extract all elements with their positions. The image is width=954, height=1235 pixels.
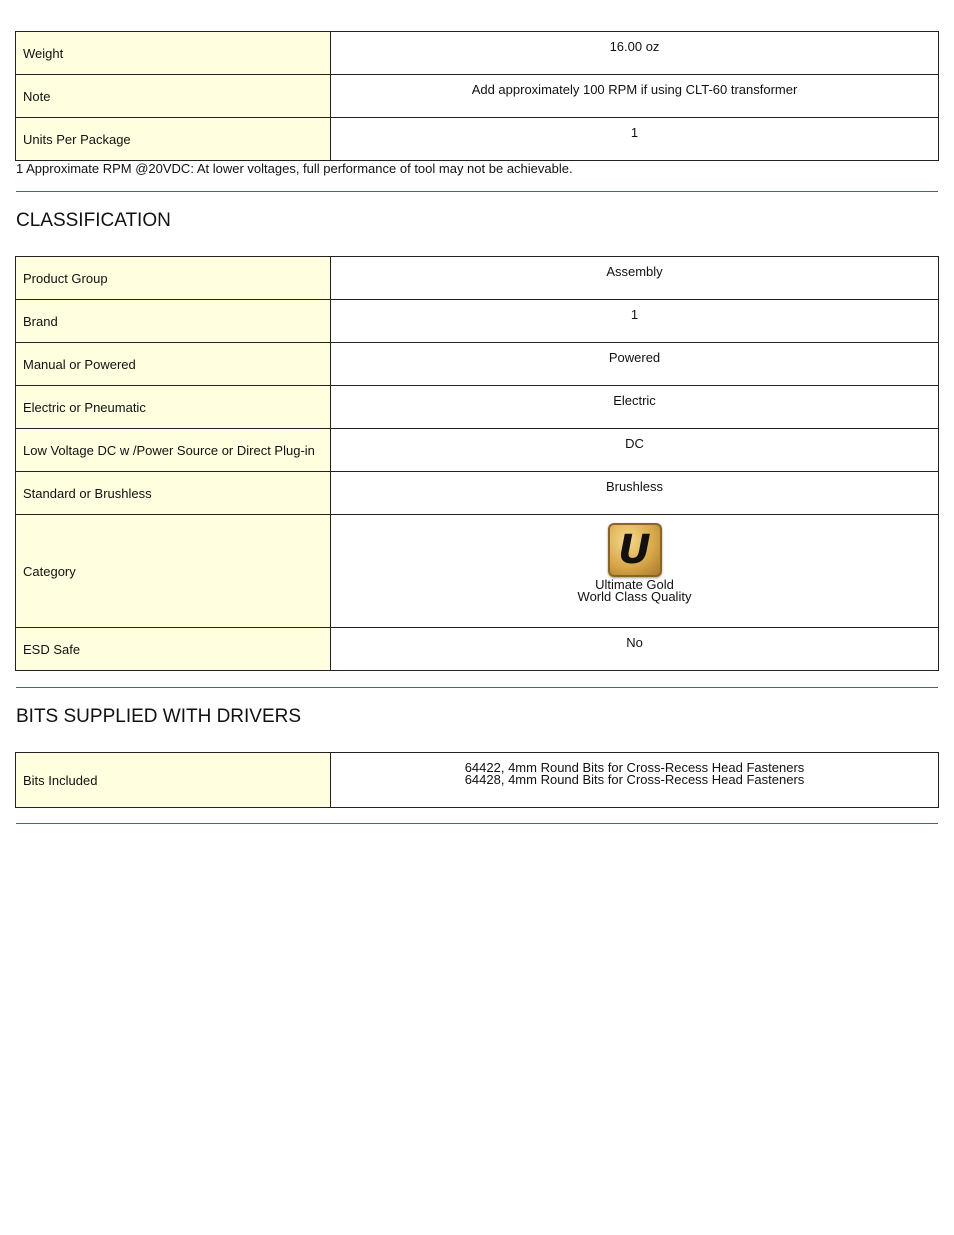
category-line-2: World Class Quality (577, 589, 692, 604)
power-source-value: DC (331, 429, 939, 472)
bit-item: 64422, 4mm Round Bits for Cross-Recess Head Fasteners (464, 760, 805, 775)
section-divider (16, 687, 938, 688)
category-label: Category (16, 515, 331, 628)
esd-safe-value: No (331, 628, 939, 671)
bits-heading: BITS SUPPLIED WITH DRIVERS (16, 706, 302, 727)
electric-or-pneumatic-value: Electric (331, 386, 939, 429)
weight-label: Weight (16, 32, 331, 75)
table-row (16, 628, 939, 671)
category-line-1: Ultimate Gold (595, 577, 674, 592)
section-divider (16, 191, 938, 192)
note-value: Add approximately 100 RPM if using CLT-60 transformer (331, 75, 939, 118)
table-row (16, 472, 939, 515)
note-label: Note (16, 75, 331, 118)
product-group-value: Assembly (331, 257, 939, 300)
brand-label: Brand (16, 300, 331, 343)
specifications-table (15, 31, 939, 161)
ultimate-gold-badge-icon (608, 523, 662, 577)
standard-or-brushless-label: Standard or Brushless (16, 472, 331, 515)
units-label: Units Per Package (16, 118, 331, 161)
standard-or-brushless-value: Brushless (331, 472, 939, 515)
bits-included-value (331, 753, 939, 808)
category-value (331, 515, 939, 628)
classification-table (15, 256, 939, 671)
electric-or-pneumatic-label: Electric or Pneumatic (16, 386, 331, 429)
bits-table (15, 752, 939, 808)
section-divider (16, 823, 938, 824)
table-row (16, 386, 939, 429)
brand-value: 1 (331, 300, 939, 343)
rpm-footnote: 1 Approximate RPM @20VDC: At lower voltages, full performance of tool may not be achievable. (16, 161, 573, 176)
manual-or-powered-value: Powered (331, 343, 939, 386)
product-group-label: Product Group (16, 257, 331, 300)
bits-included-label: Bits Included (16, 753, 331, 808)
manual-or-powered-label: Manual or Powered (16, 343, 331, 386)
table-row (16, 343, 939, 386)
table-row (16, 300, 939, 343)
bit-item: 64428, 4mm Round Bits for Cross-Recess Head Fasteners (464, 772, 805, 787)
table-row (16, 257, 939, 300)
badge-letter: U (618, 527, 651, 573)
table-row (16, 429, 939, 472)
esd-safe-label: ESD Safe (16, 628, 331, 671)
spec-row-note (16, 75, 939, 118)
weight-value: 16.00 oz (331, 32, 939, 75)
category-badge-text (578, 579, 692, 603)
spec-row-units (16, 118, 939, 161)
category-row (16, 515, 939, 628)
classification-heading: CLASSIFICATION (16, 210, 171, 231)
units-value: 1 (331, 118, 939, 161)
spec-row-weight (16, 32, 939, 75)
category-badge-group (337, 524, 932, 603)
power-source-label: Low Voltage DC w /Power Source or Direct Plug-in (16, 429, 331, 472)
table-row (16, 753, 939, 808)
